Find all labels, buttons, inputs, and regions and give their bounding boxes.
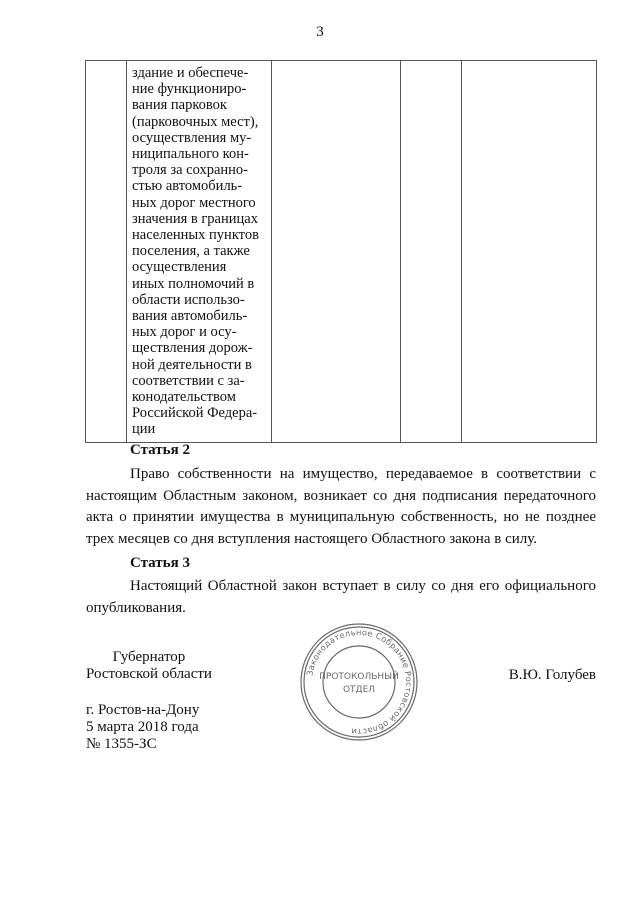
text-line: опубликования.	[86, 599, 186, 616]
cell-text-line: здание и обеспече-	[132, 65, 249, 81]
cell-text-line: соответствии с за-	[132, 372, 245, 389]
cell-text-line: вания автомобиль-	[132, 308, 248, 325]
date: 5 марта 2018 года	[86, 719, 199, 735]
cell-text-line: троля за сохранно-	[132, 162, 248, 179]
stamp-center-text: ПРОТОКОЛЬНЫЙ	[319, 672, 399, 682]
text-line: Право собственности на имущество, передаваемое в соответствии с	[130, 466, 596, 482]
law-number: № 1355-ЗС	[86, 736, 157, 752]
cell-text-line: осуществления	[132, 259, 227, 276]
document-meta	[86, 702, 199, 753]
table-cell-empty	[401, 61, 462, 443]
description-text	[127, 61, 271, 442]
text-line: Настоящий Областной закон вступает в силу со дня его официального	[130, 578, 596, 594]
article-3-title: Статья 3	[130, 555, 190, 571]
signatory-position	[86, 649, 212, 683]
cell-text-line: стью автомобиль-	[132, 178, 243, 195]
cell-text-line: иных полномочий в	[132, 275, 255, 292]
cell-text-line: ниципального кон-	[132, 146, 249, 163]
cell-text-line: конодательством	[132, 389, 236, 406]
cell-text-line: значения в границах	[132, 210, 258, 227]
text-line: настоящим Областным законом, возникает со дня подписания передаточного	[86, 487, 596, 504]
cell-text-line: области использо-	[132, 291, 245, 308]
article-3-text	[86, 576, 596, 619]
cell-text-line: населенных пунктов	[132, 227, 259, 244]
table-cell-number	[86, 61, 127, 443]
cell-text-line: поселения, а также	[132, 243, 250, 260]
article-2-text	[86, 464, 596, 550]
page-number: 3	[316, 24, 324, 40]
signatory-name: В.Ю. Голубев	[508, 667, 596, 683]
text-line: трех месяцев со дня вступления настоящего Областного закона в силу.	[86, 530, 537, 547]
cell-text-line: вания парковок	[132, 97, 227, 114]
cell-text-line: ной деятельности в	[132, 356, 252, 373]
cell-text-line: осуществления му-	[132, 129, 252, 146]
cell-text-line: ных дорог местного	[132, 194, 256, 211]
stamp-center-text: ОТДЕЛ	[342, 685, 376, 695]
table-cell-empty	[272, 61, 401, 443]
cell-text-line: (парковочных мест),	[132, 113, 259, 130]
place: г. Ростов-на-Дону	[86, 702, 200, 718]
position-line: Ростовской области	[86, 666, 212, 682]
position-line: Губернатор	[112, 649, 186, 665]
cell-text-line: ществления дорож-	[132, 340, 253, 357]
table-row	[86, 61, 597, 443]
table-cell-empty	[462, 61, 597, 443]
stamp-ring-text: Законодательное Собрание Ростовской области	[304, 626, 415, 738]
continuation-table	[85, 60, 597, 443]
article-2-title: Статья 2	[130, 442, 190, 458]
cell-text-line: ние функциониро-	[132, 81, 247, 98]
text-line: акта о принятии имущества в муниципальную собственность, но не позднее	[86, 509, 596, 525]
seal-stamp-icon	[297, 620, 421, 744]
cell-text-line: ных дорог и осу-	[132, 324, 237, 341]
svg-text:Законодательное Собрание Росто	[304, 627, 414, 737]
cell-text-line: ции	[132, 421, 156, 438]
cell-text-line: Российской Федера-	[132, 405, 258, 422]
table-cell-description	[127, 61, 272, 443]
